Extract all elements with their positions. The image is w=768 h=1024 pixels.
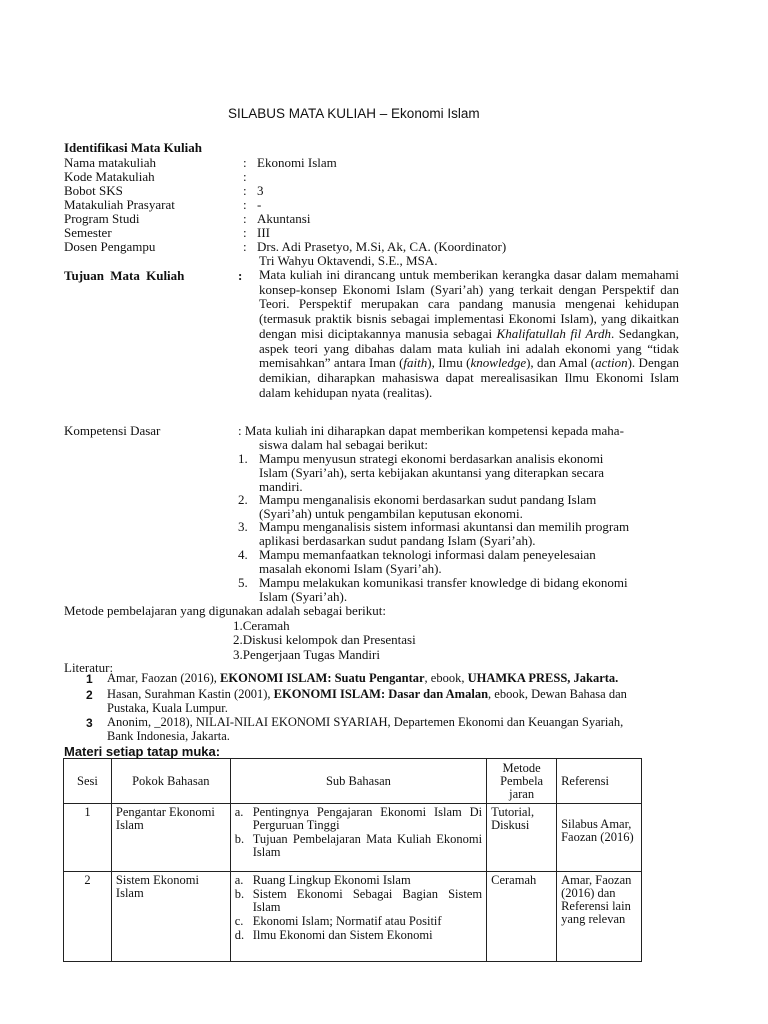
list-item: mandiri. bbox=[259, 479, 303, 494]
row-colon: : bbox=[243, 225, 247, 240]
list-item: aplikasi berdasarkan sudut pandang Islam (Syari’ah). bbox=[259, 533, 536, 548]
list-item: d. Ilmu Ekonomi dan Sistem Ekonomi bbox=[234, 928, 433, 942]
materi-heading: Materi setiap tatap muka: bbox=[64, 744, 221, 759]
list-item: a. Ruang Lingkup Ekonomi Islam bbox=[234, 873, 411, 887]
row-label: Bobot SKS bbox=[64, 183, 123, 198]
list-num: 5. bbox=[238, 575, 248, 590]
metode-intro: Metode pembelajaran yang digunakan adalah sebagai berikut: bbox=[64, 603, 386, 618]
list-item: Islam (Syari’ah). bbox=[259, 589, 348, 604]
cell-referensi: Silabus Amar, Faozan (2016) bbox=[557, 804, 642, 872]
header-metode: Metode Pembela jaran bbox=[487, 759, 557, 804]
cell-referensi: Amar, Faozan (2016) dan Referensi lain yang relevan bbox=[557, 872, 642, 962]
literatur-num: 3 bbox=[86, 716, 93, 730]
list-item: Mampu menganalisis sistem informasi akuntansi dan memilih program bbox=[259, 519, 630, 534]
list-item: Mampu memanfaatkan teknologi informasi dalam peneyelesaian bbox=[259, 547, 596, 562]
row-value: 3 bbox=[257, 183, 264, 198]
literatur-item-cont: Pustaka, Kuala Lumpur. bbox=[107, 701, 228, 715]
list-item: masalah ekonomi Islam (Syari’ah). bbox=[259, 561, 442, 576]
list-num: 4. bbox=[238, 547, 248, 562]
list-num: 3. bbox=[238, 519, 248, 534]
list-num: 1. bbox=[238, 451, 248, 466]
row-colon: : bbox=[243, 169, 247, 184]
header-sesi: Sesi bbox=[64, 759, 112, 804]
metode-item: 1.Ceramah bbox=[233, 618, 290, 633]
list-item: b. Tujuan Pembelajaran Mata Kuliah Ekonomi Islam bbox=[234, 832, 483, 859]
list-item: c. Ekonomi Islam; Normatif atau Positif bbox=[234, 914, 442, 928]
page-title: SILABUS MATA KULIAH – Ekonomi Islam bbox=[228, 106, 480, 121]
kompetensi-intro: : Mata kuliah ini diharapkan dapat memberikan kompetensi kepada maha- bbox=[238, 423, 624, 438]
row-colon: : bbox=[243, 155, 247, 170]
row-colon: : bbox=[243, 211, 247, 226]
cell-metode: Ceramah bbox=[487, 872, 557, 962]
table-row bbox=[64, 804, 642, 872]
cell-sub bbox=[230, 872, 486, 962]
table-header-row bbox=[64, 759, 642, 804]
literatur-num: 1 bbox=[86, 672, 93, 686]
header-referensi: Referensi bbox=[557, 759, 642, 804]
row-value: Ekonomi Islam bbox=[257, 155, 337, 170]
tujuan-label: Tujuan Mata Kuliah bbox=[64, 268, 185, 283]
row-label: Program Studi bbox=[64, 211, 140, 226]
row-colon: : bbox=[243, 183, 247, 198]
row-value: III bbox=[257, 225, 270, 240]
row-label: Matakuliah Prasyarat bbox=[64, 197, 175, 212]
identifikasi-heading: Identifikasi Mata Kuliah bbox=[64, 140, 202, 155]
list-item: a. Pentingnya Pengajaran Ekonomi Islam Di Perguruan Tinggi bbox=[234, 805, 483, 832]
row-label: Kode Matakuliah bbox=[64, 169, 155, 184]
row-label: Semester bbox=[64, 225, 112, 240]
row-value: - bbox=[257, 197, 262, 212]
list-item: (Syari’ah) untuk pengambilan keputusan ekonomi. bbox=[259, 506, 523, 521]
list-num: 2. bbox=[238, 492, 248, 507]
header-sub: Sub Bahasan bbox=[230, 759, 486, 804]
materi-table bbox=[63, 758, 642, 962]
cell-metode: Tutorial, Diskusi bbox=[487, 804, 557, 872]
row-value: Akuntansi bbox=[257, 211, 311, 226]
kompetensi-label: Kompetensi Dasar bbox=[64, 423, 161, 438]
literatur-item: Anonim, _2018), NILAI-NILAI EKONOMI SYARIAH, Departemen Ekonomi dan Keuangan Syariah, bbox=[107, 715, 624, 729]
row-label: Dosen Pengampu bbox=[64, 239, 156, 254]
tujuan-colon: : bbox=[238, 268, 243, 283]
list-item: Mampu menganalisis ekonomi berdasarkan sudut pandang Islam bbox=[259, 492, 597, 507]
row-colon: : bbox=[243, 197, 247, 212]
literatur-heading: Literatur: bbox=[64, 660, 114, 675]
kompetensi-intro-2: siswa dalam hal sebagai berikut: bbox=[259, 437, 428, 452]
literatur-num: 2 bbox=[86, 688, 93, 702]
cell-pokok: Pengantar Ekonomi Islam bbox=[111, 804, 230, 872]
cell-pokok: Sistem Ekonomi Islam bbox=[111, 872, 230, 962]
list-item: Islam (Syari’ah), serta kebijakan akuntansi yang diterapkan secara bbox=[259, 465, 605, 480]
table-row bbox=[64, 872, 642, 962]
row-label: Nama matakuliah bbox=[64, 155, 157, 170]
tujuan-text: Mata kuliah ini dirancang untuk memberikan kerangka dasar dalam memahami konsep-konsep Ekonomi Islam (Syari’ah) yang terkait dengan Perspektif dan Teori. Perspektif merupakan cara pandang manusia mengenai kehidupan (termasuk praktik bisnis sebagai implementasi Ekonomi Islam), yang dikaitkan dengan misi diciptakannya manusia sebagai Khalifatullah fil Ardh. Sedangkan, aspek teori yang dibahas dalam mata kuliah ini adalah ekonomi yang “tidak memisahkan” antara Iman (faith), Ilmu (knowledge), dan Amal (action). Dengan demikian, diharapkan mahasiswa dapat merealisasikan Ilmu Ekonomi Islam dalam kehidupan nyata (realitas). bbox=[259, 267, 679, 400]
literatur-item: Amar, Faozan (2016), EKONOMI ISLAM: Suatu Pengantar, ebook, UHAMKA PRESS, Jakarta. bbox=[107, 671, 619, 685]
cell-sesi: 1 bbox=[64, 804, 112, 872]
literatur-item: Hasan, Surahman Kastin (2001), EKONOMI ISLAM: Dasar dan Amalan, ebook, Dewan Bahasa dan bbox=[107, 687, 627, 701]
literatur-item-cont: Bank Indonesia, Jakarta. bbox=[107, 729, 230, 743]
metode-item: 3.Pengerjaan Tugas Mandiri bbox=[233, 647, 380, 662]
row-value: Drs. Adi Prasetyo, M.Si, Ak, CA. (Koordinator) bbox=[257, 239, 507, 254]
list-item: Mampu melakukan komunikasi transfer knowledge di bidang ekonomi bbox=[259, 575, 628, 590]
list-item: Mampu menyusun strategi ekonomi berdasarkan analisis ekonomi bbox=[259, 451, 604, 466]
metode-item: 2.Diskusi kelompok dan Presentasi bbox=[233, 632, 416, 647]
cell-sesi: 2 bbox=[64, 872, 112, 962]
cell-sub bbox=[230, 804, 486, 872]
dosen-second: Tri Wahyu Oktavendi, S.E., MSA. bbox=[259, 253, 438, 268]
list-item: b. Sistem Ekonomi Sebagai Bagian Sistem Islam bbox=[234, 887, 483, 914]
row-colon: : bbox=[243, 239, 247, 254]
header-pokok: Pokok Bahasan bbox=[111, 759, 230, 804]
